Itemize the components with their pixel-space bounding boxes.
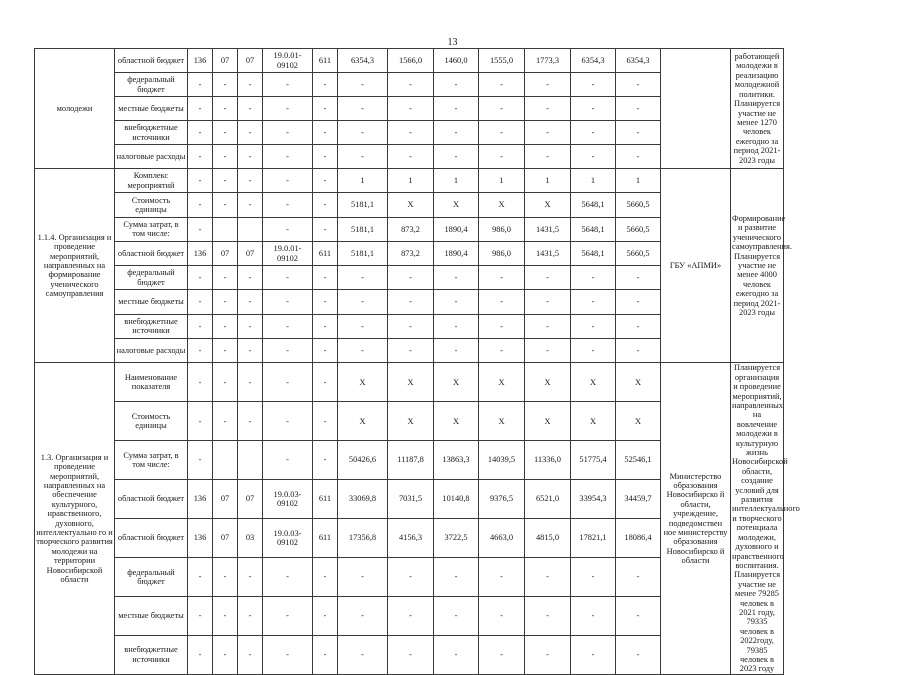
total-cell: 5181,1 [338, 193, 388, 217]
y2024-cell: 6521,0 [525, 480, 571, 519]
grbs-cell: 136 [188, 241, 213, 265]
pr-cell [238, 217, 263, 241]
y2025-cell: 33954,3 [571, 480, 616, 519]
total-cell: 17356,8 [338, 519, 388, 558]
y2022-cell: - [434, 596, 479, 635]
y2026-cell: - [616, 290, 661, 314]
pr-cell: 07 [238, 241, 263, 265]
csr-cell: - [263, 339, 313, 363]
csr-cell: - [263, 266, 313, 290]
y2023-cell: - [479, 314, 525, 338]
pr-cell: - [238, 596, 263, 635]
y2025-cell: 1 [571, 169, 616, 193]
rz-cell: - [213, 290, 238, 314]
pr-cell: - [238, 73, 263, 97]
y2026-cell: 1 [616, 169, 661, 193]
y2021-cell: - [388, 339, 434, 363]
y2026-cell: X [616, 402, 661, 441]
source-cell: внебюджетные источники [115, 314, 188, 338]
pr-cell: - [238, 290, 263, 314]
y2025-cell: - [571, 314, 616, 338]
vr-cell: 611 [313, 519, 338, 558]
rz-cell: - [213, 557, 238, 596]
y2026-cell: 5660,5 [616, 241, 661, 265]
total-cell: 33069,8 [338, 480, 388, 519]
y2022-cell: - [434, 121, 479, 145]
total-cell: X [338, 363, 388, 402]
rz-cell: - [213, 596, 238, 635]
y2025-cell: 5648,1 [571, 217, 616, 241]
source-cell: Стоимость единицы [115, 193, 188, 217]
y2026-cell: - [616, 121, 661, 145]
y2023-cell: X [479, 402, 525, 441]
measure-name-cell: 1.1.4. Организация и проведение мероприятий, направленных на формирование ученического самоуправления [35, 169, 115, 363]
total-cell: - [338, 145, 388, 169]
y2021-cell: 873,2 [388, 241, 434, 265]
csr-cell: 19.0.03-09102 [263, 480, 313, 519]
y2021-cell: 1566,0 [388, 49, 434, 73]
source-cell: налоговые расходы [115, 145, 188, 169]
rz-cell: 07 [213, 49, 238, 73]
y2024-cell: 1773,3 [525, 49, 571, 73]
vr-cell: - [313, 97, 338, 121]
y2024-cell: - [525, 266, 571, 290]
y2024-cell: - [525, 290, 571, 314]
rz-cell: 07 [213, 519, 238, 558]
budget-table [34, 48, 894, 675]
y2023-cell: - [479, 145, 525, 169]
total-cell: - [338, 557, 388, 596]
total-cell: - [338, 266, 388, 290]
rz-cell: - [213, 266, 238, 290]
vr-cell: - [313, 363, 338, 402]
y2021-cell: X [388, 363, 434, 402]
y2025-cell: - [571, 290, 616, 314]
y2025-cell: 6354,3 [571, 49, 616, 73]
vr-cell: - [313, 441, 338, 480]
y2024-cell: X [525, 363, 571, 402]
vr-cell: - [313, 266, 338, 290]
csr-cell: - [263, 290, 313, 314]
y2024-cell: 1 [525, 169, 571, 193]
grbs-cell: 136 [188, 519, 213, 558]
grbs-cell: - [188, 635, 213, 674]
csr-cell: - [263, 217, 313, 241]
csr-cell: - [263, 145, 313, 169]
y2022-cell: - [434, 290, 479, 314]
source-cell: местные бюджеты [115, 97, 188, 121]
y2021-cell: 873,2 [388, 217, 434, 241]
y2022-cell: X [434, 193, 479, 217]
y2024-cell: - [525, 635, 571, 674]
vr-cell: 611 [313, 49, 338, 73]
y2023-cell: 1 [479, 169, 525, 193]
y2024-cell: - [525, 121, 571, 145]
y2021-cell: 7031,5 [388, 480, 434, 519]
y2025-cell: - [571, 266, 616, 290]
vr-cell: - [313, 339, 338, 363]
pr-cell: - [238, 314, 263, 338]
vr-cell: 611 [313, 480, 338, 519]
csr-cell: - [263, 73, 313, 97]
grbs-cell: - [188, 314, 213, 338]
total-cell: - [338, 635, 388, 674]
y2022-cell: - [434, 635, 479, 674]
vr-cell: - [313, 290, 338, 314]
pr-cell: - [238, 266, 263, 290]
y2025-cell: - [571, 339, 616, 363]
source-cell: Комплекс мероприятий [115, 169, 188, 193]
rz-cell: - [213, 145, 238, 169]
y2023-cell: - [479, 635, 525, 674]
y2023-cell: - [479, 596, 525, 635]
vr-cell: - [313, 402, 338, 441]
y2021-cell: - [388, 266, 434, 290]
grbs-cell: - [188, 441, 213, 480]
rz-cell: - [213, 121, 238, 145]
pr-cell: - [238, 557, 263, 596]
rz-cell: - [213, 363, 238, 402]
csr-cell: - [263, 635, 313, 674]
csr-cell: 19.0.01-09102 [263, 49, 313, 73]
grbs-cell: - [188, 73, 213, 97]
total-cell: 5181,1 [338, 241, 388, 265]
expected-result-cell: Формирование и развитие ученического самоуправления. Планируется участие не менее 4000 человек ежегодно за период 2021-2023 годы [731, 169, 784, 363]
rz-cell: - [213, 339, 238, 363]
total-cell: - [338, 97, 388, 121]
total-cell: X [338, 402, 388, 441]
pr-cell: - [238, 169, 263, 193]
source-cell: Наименование показателя [115, 363, 188, 402]
csr-cell: 19.0.03-09102 [263, 519, 313, 558]
grbs-cell: - [188, 339, 213, 363]
y2025-cell: - [571, 73, 616, 97]
csr-cell: - [263, 557, 313, 596]
source-cell: Сумма затрат, в том числе: [115, 441, 188, 480]
y2024-cell: - [525, 97, 571, 121]
y2022-cell: 10140,8 [434, 480, 479, 519]
y2021-cell: X [388, 402, 434, 441]
y2026-cell: 5660,5 [616, 217, 661, 241]
y2026-cell: - [616, 145, 661, 169]
csr-cell: - [263, 97, 313, 121]
y2023-cell: 9376,5 [479, 480, 525, 519]
grbs-cell: - [188, 596, 213, 635]
total-cell: - [338, 290, 388, 314]
y2024-cell: - [525, 145, 571, 169]
pr-cell: - [238, 635, 263, 674]
grbs-cell: - [188, 169, 213, 193]
rz-cell: 07 [213, 480, 238, 519]
csr-cell: - [263, 121, 313, 145]
source-cell: областной бюджет [115, 519, 188, 558]
csr-cell: - [263, 402, 313, 441]
y2025-cell: X [571, 363, 616, 402]
y2025-cell: 5648,1 [571, 193, 616, 217]
source-cell: Стоимость единицы [115, 402, 188, 441]
y2024-cell: - [525, 73, 571, 97]
y2025-cell: - [571, 635, 616, 674]
y2024-cell: - [525, 596, 571, 635]
y2025-cell: - [571, 121, 616, 145]
rz-cell: - [213, 73, 238, 97]
y2021-cell: - [388, 635, 434, 674]
total-cell: - [338, 314, 388, 338]
pr-cell: - [238, 193, 263, 217]
y2021-cell: - [388, 97, 434, 121]
measure-name-cell: молодежи [35, 49, 115, 169]
y2024-cell: 1431,5 [525, 241, 571, 265]
vr-cell: - [313, 596, 338, 635]
y2026-cell: - [616, 314, 661, 338]
y2026-cell: - [616, 73, 661, 97]
total-cell: - [338, 73, 388, 97]
vr-cell: - [313, 314, 338, 338]
y2022-cell: - [434, 557, 479, 596]
y2021-cell: X [388, 193, 434, 217]
y2024-cell: X [525, 193, 571, 217]
y2023-cell: - [479, 290, 525, 314]
vr-cell: - [313, 121, 338, 145]
y2022-cell: X [434, 402, 479, 441]
y2026-cell: - [616, 339, 661, 363]
y2024-cell: - [525, 314, 571, 338]
rz-cell: 07 [213, 241, 238, 265]
measure-name-cell: 1.3. Организация и проведение мероприятий, направленных на обеспечение культурного, нравственного, духовного, интеллектуально го и творческого развития молодежи на территории Новосибирской области [35, 363, 115, 674]
total-cell: - [338, 596, 388, 635]
y2025-cell: - [571, 557, 616, 596]
y2023-cell: 1555,0 [479, 49, 525, 73]
source-cell: местные бюджеты [115, 596, 188, 635]
y2022-cell: 1890,4 [434, 217, 479, 241]
pr-cell: - [238, 145, 263, 169]
source-cell: областной бюджет [115, 49, 188, 73]
csr-cell: - [263, 596, 313, 635]
y2021-cell: - [388, 121, 434, 145]
y2024-cell: 11336,0 [525, 441, 571, 480]
vr-cell: - [313, 217, 338, 241]
pr-cell: 07 [238, 49, 263, 73]
y2021-cell: - [388, 290, 434, 314]
pr-cell: 07 [238, 480, 263, 519]
csr-cell: - [263, 441, 313, 480]
executor-cell [661, 49, 731, 169]
y2023-cell: - [479, 339, 525, 363]
page-number: 13 [447, 37, 458, 48]
rz-cell [213, 217, 238, 241]
y2023-cell: - [479, 266, 525, 290]
y2026-cell: - [616, 635, 661, 674]
y2024-cell: - [525, 557, 571, 596]
grbs-cell: - [188, 363, 213, 402]
y2026-cell: 5660,5 [616, 193, 661, 217]
pr-cell: - [238, 363, 263, 402]
budget-table-body [35, 49, 894, 675]
grbs-cell: - [188, 121, 213, 145]
pr-cell: - [238, 121, 263, 145]
y2022-cell: - [434, 314, 479, 338]
executor-cell: Министерство образования Новосибирско й области, учреждение, подведомствен ное министерству образования Новосибирско й области [661, 363, 731, 674]
csr-cell: - [263, 193, 313, 217]
source-cell: областной бюджет [115, 241, 188, 265]
y2023-cell: X [479, 193, 525, 217]
csr-cell: - [263, 169, 313, 193]
rz-cell: - [213, 169, 238, 193]
y2025-cell: 5648,1 [571, 241, 616, 265]
y2022-cell: - [434, 339, 479, 363]
rz-cell: - [213, 97, 238, 121]
vr-cell: 611 [313, 241, 338, 265]
total-cell: 6354,3 [338, 49, 388, 73]
y2021-cell: - [388, 73, 434, 97]
table-row [35, 169, 894, 193]
expected-result-cell: работающей молодежи в реализацию молодежной политики. Планируется участие не менее 1270 человек ежегодно за период 2021-2023 годы [731, 49, 784, 169]
total-cell: - [338, 121, 388, 145]
rz-cell: - [213, 635, 238, 674]
csr-cell: 19.0.01-09102 [263, 241, 313, 265]
y2023-cell: 4663,0 [479, 519, 525, 558]
y2026-cell: 6354,3 [616, 49, 661, 73]
y2023-cell: - [479, 121, 525, 145]
y2026-cell: - [616, 557, 661, 596]
y2022-cell: X [434, 363, 479, 402]
y2021-cell: - [388, 314, 434, 338]
grbs-cell: - [188, 217, 213, 241]
source-cell: федеральный бюджет [115, 73, 188, 97]
expected-result-cell: Планируется организация и проведение мероприятий, направленных на вовлечение молодежи в культурную жизнь Новосибирской области, создание условий для развития интеллектуального и творческого потенциала молодежи, духовного и нравственного воспитания. Планируется участие не менее 79285 человек в 2021 году, 79335 человек в 2022году, 79385 человек в 2023 году [732, 363, 800, 674]
y2025-cell: - [571, 145, 616, 169]
y2026-cell: 18086,4 [616, 519, 661, 558]
rz-cell: - [213, 314, 238, 338]
y2022-cell: 13863,3 [434, 441, 479, 480]
y2023-cell: 14039,5 [479, 441, 525, 480]
y2023-cell: - [479, 557, 525, 596]
y2025-cell: - [571, 596, 616, 635]
y2024-cell: X [525, 402, 571, 441]
table-row [35, 363, 894, 402]
total-cell: 1 [338, 169, 388, 193]
y2026-cell: X [616, 363, 661, 402]
y2026-cell: - [616, 266, 661, 290]
y2023-cell: X [479, 363, 525, 402]
grbs-cell: - [188, 97, 213, 121]
grbs-cell: - [188, 266, 213, 290]
vr-cell: - [313, 557, 338, 596]
y2023-cell: - [479, 97, 525, 121]
pr-cell [238, 441, 263, 480]
y2023-cell: - [479, 73, 525, 97]
source-cell: областной бюджет [115, 480, 188, 519]
y2025-cell: 17821,1 [571, 519, 616, 558]
vr-cell: - [313, 73, 338, 97]
y2024-cell: - [525, 339, 571, 363]
total-cell: - [338, 339, 388, 363]
vr-cell: - [313, 193, 338, 217]
csr-cell: - [263, 363, 313, 402]
y2022-cell: 3722,5 [434, 519, 479, 558]
source-cell: местные бюджеты [115, 290, 188, 314]
vr-cell: - [313, 169, 338, 193]
y2022-cell: 1 [434, 169, 479, 193]
y2026-cell: - [616, 596, 661, 635]
pr-cell: - [238, 402, 263, 441]
grbs-cell: 136 [188, 480, 213, 519]
source-cell: внебюджетные источники [115, 121, 188, 145]
y2024-cell: 1431,5 [525, 217, 571, 241]
source-cell: налоговые расходы [115, 339, 188, 363]
grbs-cell: - [188, 145, 213, 169]
y2025-cell: 51775,4 [571, 441, 616, 480]
rz-cell: - [213, 193, 238, 217]
y2025-cell: X [571, 402, 616, 441]
source-cell: федеральный бюджет [115, 266, 188, 290]
pr-cell: - [238, 97, 263, 121]
vr-cell: - [313, 145, 338, 169]
rz-cell [213, 441, 238, 480]
y2024-cell: 4815,0 [525, 519, 571, 558]
grbs-cell: - [188, 557, 213, 596]
csr-cell: - [263, 314, 313, 338]
y2023-cell: 986,0 [479, 241, 525, 265]
y2021-cell: 1 [388, 169, 434, 193]
grbs-cell: - [188, 402, 213, 441]
rz-cell: - [213, 402, 238, 441]
y2026-cell: - [616, 97, 661, 121]
y2022-cell: - [434, 266, 479, 290]
pr-cell: - [238, 339, 263, 363]
executor-cell: ГБУ «АПМИ» [661, 169, 731, 363]
grbs-cell: - [188, 290, 213, 314]
total-cell: 50426,6 [338, 441, 388, 480]
y2022-cell: - [434, 97, 479, 121]
y2021-cell: 4156,3 [388, 519, 434, 558]
y2026-cell: 52546,1 [616, 441, 661, 480]
vr-cell: - [313, 635, 338, 674]
grbs-cell: 136 [188, 49, 213, 73]
source-cell: внебюджетные источники [115, 635, 188, 674]
y2025-cell: - [571, 97, 616, 121]
y2026-cell: 34459,7 [616, 480, 661, 519]
pr-cell: 03 [238, 519, 263, 558]
y2021-cell: - [388, 145, 434, 169]
y2021-cell: - [388, 557, 434, 596]
source-cell: федеральный бюджет [115, 557, 188, 596]
y2022-cell: - [434, 73, 479, 97]
y2022-cell: - [434, 145, 479, 169]
grbs-cell: - [188, 193, 213, 217]
y2022-cell: 1460,0 [434, 49, 479, 73]
table-row [35, 49, 894, 73]
y2023-cell: 986,0 [479, 217, 525, 241]
source-cell: Сумма затрат, в том числе: [115, 217, 188, 241]
y2022-cell: 1890,4 [434, 241, 479, 265]
y2021-cell: - [388, 596, 434, 635]
y2021-cell: 11187,8 [388, 441, 434, 480]
total-cell: 5181,1 [338, 217, 388, 241]
